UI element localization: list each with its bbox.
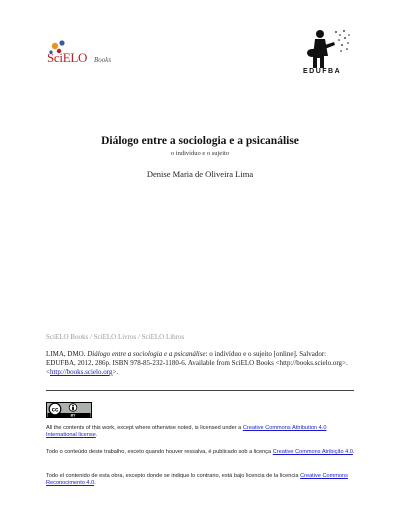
- citation-rest: : o indivíduo e o sujeito [online]. Salvador: EDUFBA, 2012, 286p. ISBN 978-85-232-1180-6. Available from SciELO Books <http://books.scielo.org>. <: [46, 350, 348, 376]
- scielo-books-wordmark: Books: [94, 56, 112, 64]
- license-spanish: [46, 473, 358, 488]
- logo-dot-blue: [59, 40, 64, 45]
- license-portuguese-text: Todo o conteúdo deste trabalho, exceto quando houver ressalva, é publicado sob a licença: [46, 449, 273, 455]
- citation-suffix: >.: [112, 368, 119, 376]
- citation-title: Diálogo entre a sociologia e a psicanálise: [87, 350, 206, 358]
- license-english-link[interactable]: Creative Commons Attribution 4.0 International license: [46, 425, 327, 439]
- citation-prefix: LIMA, DMO.: [46, 350, 88, 358]
- license-spanish-end: .: [94, 480, 96, 487]
- cc-badge-by: BY: [70, 413, 76, 418]
- citation-link[interactable]: http://books.scielo.org: [49, 368, 113, 376]
- book-author: Denise Maria de Oliveira Lima: [146, 169, 254, 179]
- creative-commons-by-icon[interactable]: [46, 402, 92, 418]
- guitar-player-icon: [298, 26, 352, 72]
- logo-dot-orange: [52, 43, 58, 49]
- license-spanish-link[interactable]: Creative Commons Reconocimento 4.0: [46, 473, 348, 487]
- book-title: Diálogo entre a sociologia e a psicanálise: [101, 135, 299, 147]
- license-spanish-text: Todo el contenido de esta obra, excepto donde se indique lo contrario, está bajo licencia de la licencia: [46, 473, 301, 479]
- scielo-wordmark: SciELO: [47, 50, 88, 65]
- license-english-text: All the contents of this work, except where otherwise noted, is licensed under a: [46, 425, 243, 431]
- cc-badge-text: cc: [51, 407, 59, 414]
- license-portuguese-end: .: [352, 449, 355, 455]
- edufba-wordmark: EDUFBA: [303, 68, 342, 75]
- license-portuguese: [46, 449, 358, 456]
- citation: [46, 350, 356, 377]
- license-english: [46, 425, 358, 440]
- license-english-end: .: [95, 432, 98, 439]
- book-subtitle: o indivíduo e o sujeito: [170, 150, 230, 157]
- collections-line: SciELO Books / SciELO Livros / SciELO Libros: [46, 333, 185, 341]
- divider: [46, 390, 354, 391]
- license-portuguese-link[interactable]: Creative Commons Atribição 4.0: [272, 449, 353, 455]
